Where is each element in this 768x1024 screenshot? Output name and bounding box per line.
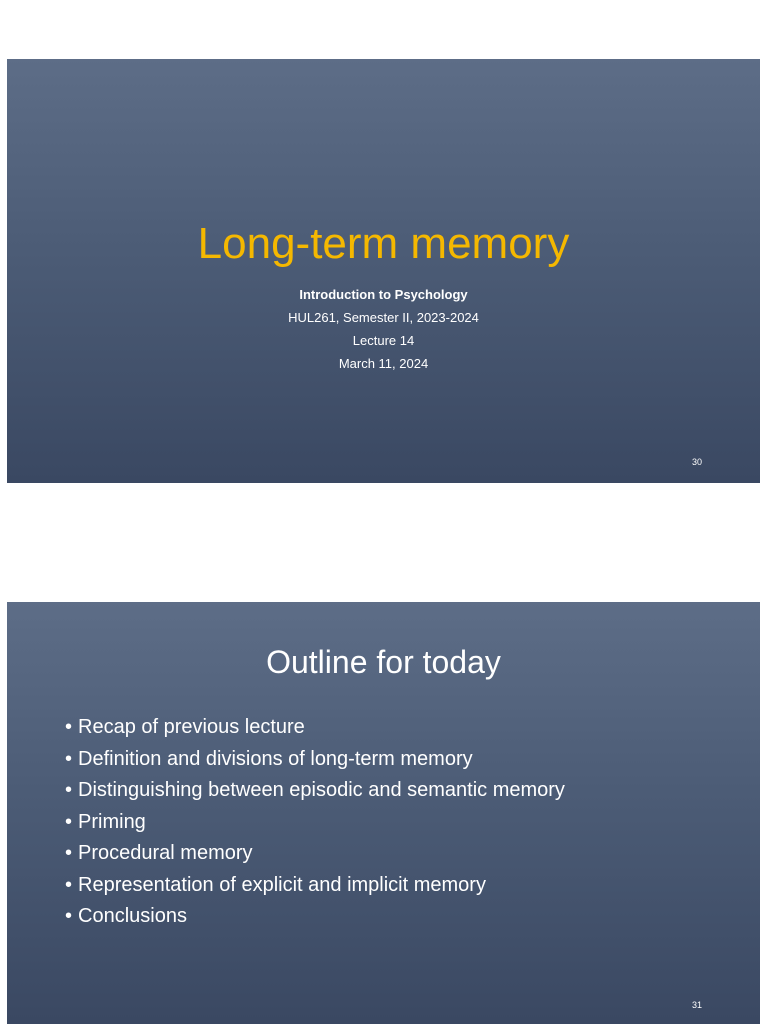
course-name: Introduction to Psychology (299, 287, 468, 302)
outline-list (65, 712, 565, 933)
list-item: • Priming (65, 807, 565, 839)
list-item: • Recap of previous lecture (65, 712, 565, 744)
list-item: • Procedural memory (65, 838, 565, 870)
slide-number: 31 (691, 1000, 702, 1010)
list-item: • Conclusions (65, 901, 565, 933)
outline-heading: Outline for today (266, 644, 501, 680)
slide-subtitle-block (7, 283, 760, 375)
list-item: • Distinguishing between episodic and semantic memory (65, 775, 565, 807)
list-item: • Definition and divisions of long-term memory (65, 744, 565, 776)
slide-title-heading: Long-term memory (197, 219, 570, 268)
slide-number: 30 (691, 457, 702, 467)
lecture-number: Lecture 14 (352, 333, 415, 348)
list-item: • Representation of explicit and implicit memory (65, 870, 565, 902)
lecture-date: March 11, 2024 (338, 356, 429, 371)
slide-outline (7, 602, 760, 1024)
course-code-semester: HUL261, Semester II, 2023-2024 (288, 310, 479, 325)
slide-title (7, 59, 760, 483)
